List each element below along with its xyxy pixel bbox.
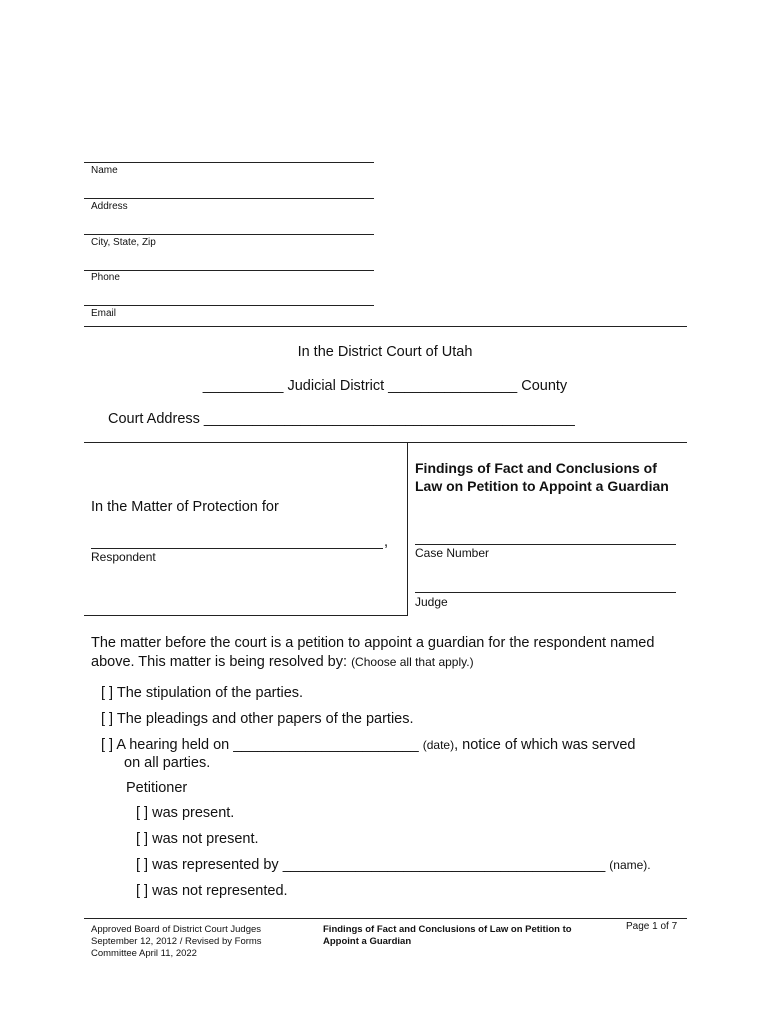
email-label: Email <box>91 308 117 319</box>
not-present-checkbox[interactable]: [ ] <box>136 831 149 847</box>
petitioner-represented <box>136 857 651 873</box>
not-represented-checkbox[interactable]: [ ] <box>136 883 149 899</box>
option-stipulation <box>101 685 303 701</box>
hearing-checkbox[interactable]: [ ] <box>101 737 114 753</box>
respondent-line[interactable] <box>91 548 383 549</box>
name-line[interactable] <box>84 162 374 163</box>
judge-label: Judge <box>415 595 448 609</box>
judge-line[interactable] <box>415 592 676 593</box>
present-text: was present. <box>152 805 235 821</box>
footer-title-line-1: Findings of Fact and Conclusions of Law on Petition to <box>323 924 572 935</box>
address-line[interactable] <box>84 198 374 199</box>
city-state-zip-line[interactable] <box>84 234 374 235</box>
caption-divider <box>407 442 408 616</box>
hearing-text: A hearing held on _______________________ <box>116 737 419 753</box>
represented-text: was represented by ________________________________________ <box>152 857 606 873</box>
footer-title-line-2: Appoint a Guardian <box>323 936 412 947</box>
case-number-line[interactable] <box>415 544 676 545</box>
case-number-label: Case Number <box>415 546 490 560</box>
hearing-notice-text: , notice of which was served <box>454 737 636 753</box>
document-title: Findings of Fact and Conclusions of Law on Petition to Appoint a Guardian <box>415 460 669 494</box>
footer-divider <box>84 918 687 919</box>
represented-checkbox[interactable]: [ ] <box>136 857 149 873</box>
email-line[interactable] <box>84 305 374 306</box>
stipulation-text: The stipulation of the parties. <box>116 685 304 701</box>
hearing-continuation: on all parties. <box>124 755 211 771</box>
petitioner-not-represented <box>136 883 288 899</box>
petitioner-not-present <box>136 831 259 847</box>
court-address-line[interactable]: Court Address ______________________________________________ <box>108 411 575 427</box>
option-pleadings <box>101 711 414 727</box>
name-label: Name <box>91 165 118 176</box>
intro-paragraph <box>91 634 691 672</box>
page-number: Page 1 of 7 <box>626 921 678 932</box>
not-represented-text: was not represented. <box>152 883 288 899</box>
petitioner-label: Petitioner <box>126 780 188 796</box>
option-hearing <box>101 737 635 753</box>
intro-text: The matter before the court is a petition to appoint a guardian for the respondent named above. This matter is being resolved by: <box>91 635 655 670</box>
petitioner-present <box>136 805 234 821</box>
stipulation-checkbox[interactable]: [ ] <box>101 685 114 701</box>
caption-bottom-border <box>84 615 408 616</box>
city-state-zip-label: City, State, Zip <box>91 237 156 248</box>
court-title: In the District Court of Utah <box>297 344 473 360</box>
footer-approved <box>91 924 262 960</box>
phone-label: Phone <box>91 272 120 283</box>
pleadings-checkbox[interactable]: [ ] <box>101 711 114 727</box>
represented-name-label: (name). <box>609 858 651 872</box>
footer-approved-line-1: Approved Board of District Court Judges <box>91 924 262 935</box>
hearing-date-label: (date) <box>422 738 455 752</box>
footer-title <box>323 924 572 948</box>
caption-top-border <box>84 442 687 443</box>
not-present-text: was not present. <box>152 831 259 847</box>
header-divider <box>84 326 687 327</box>
footer-approved-line-3: Committee April 11, 2022 <box>91 948 197 959</box>
pleadings-text: The pleadings and other papers of the parties. <box>116 711 414 727</box>
judicial-district-line[interactable]: __________ Judicial District ________________ County <box>202 378 568 394</box>
intro-note: (Choose all that apply.) <box>351 655 474 669</box>
present-checkbox[interactable]: [ ] <box>136 805 149 821</box>
respondent-label: Respondent <box>91 550 156 564</box>
address-label: Address <box>91 201 128 212</box>
footer-approved-line-2: September 12, 2012 / Revised by Forms <box>91 936 262 947</box>
respondent-comma: , <box>384 534 389 550</box>
matter-label: In the Matter of Protection for <box>91 499 279 515</box>
phone-line[interactable] <box>84 270 374 271</box>
